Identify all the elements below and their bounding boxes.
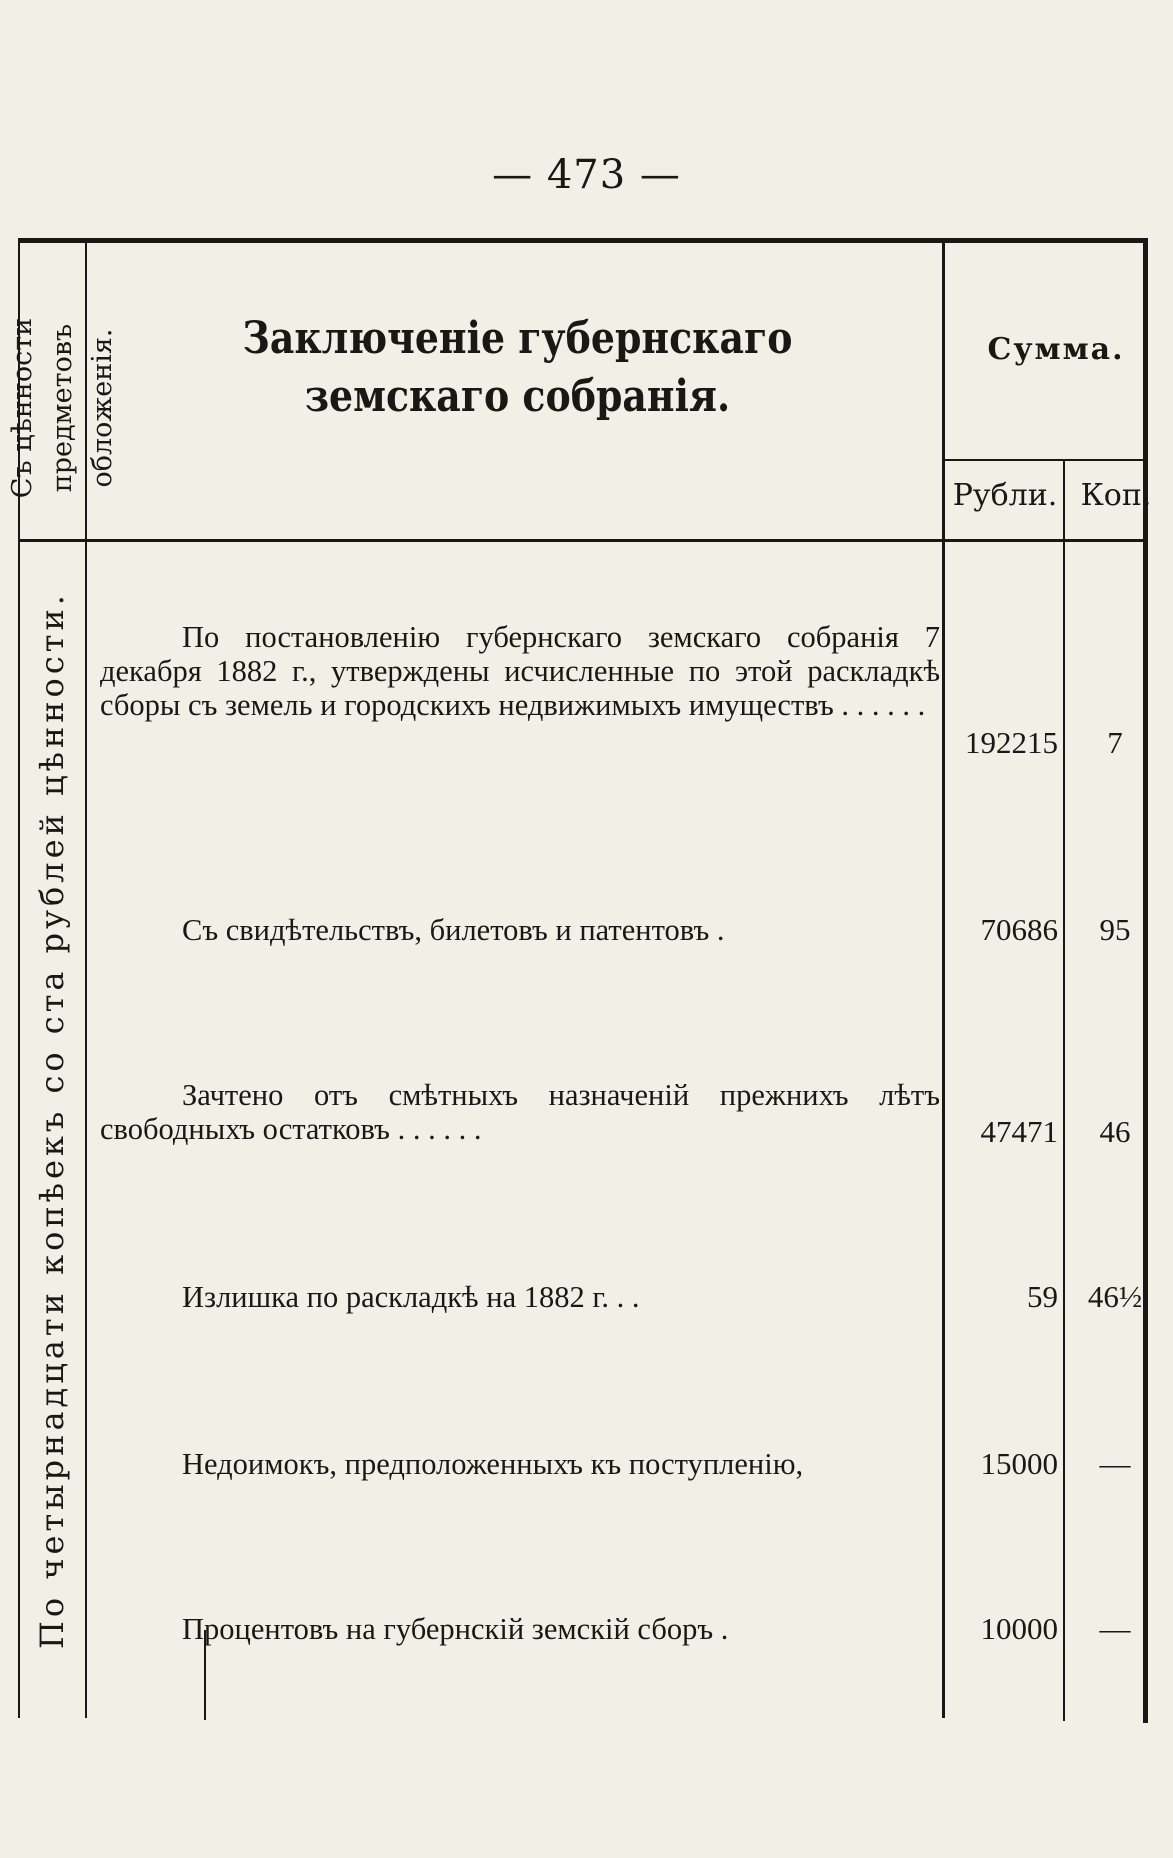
header-left-column: Съ цѣнности предметовъ обложенія. [7,317,118,499]
entry-5-text: Недоимокъ, предположенныхъ къ поступленію, [182,1447,804,1481]
entry-3-rubles: 47471 [980,1114,1058,1149]
side-note: По четырнадцати копѣекъ со ста рублей цѣнности. [33,591,71,1649]
text-col-right-rule [942,238,945,1718]
entry-4-rubles: 59 [1027,1279,1058,1314]
page-number: — 473 — [492,152,681,198]
header-bottom-rule [18,539,1148,542]
page-title: Заключеніе губернскаго земскаго собранія. [242,313,793,422]
rub-kop-rule [1063,459,1065,1721]
entry-4-kopecks: 46½ [1087,1279,1143,1314]
entry-1-rubles: 192215 [965,725,1058,760]
entry-2-text: Съ свидѣтельствъ, билетовъ и патентовъ . [182,913,725,947]
entry-6-kopecks: — [1099,1611,1131,1646]
entry-5-kopecks: — [1099,1446,1131,1481]
entry-2-rubles: 70686 [980,912,1058,947]
sum-divider-rule [945,459,1145,461]
kopecks-header: Коп. [1080,478,1152,513]
entry-6-rubles: 10000 [980,1611,1058,1646]
table-top-rule [18,238,1148,243]
entry-3-kopecks: 46 [1099,1114,1131,1149]
entry-6-text: Процентовъ на губернскій земскій сборъ . [182,1612,729,1646]
table-right-rule [1143,238,1148,1723]
entry-3-text: Зачтено отъ смѣтныхъ назначеній прежнихъ лѣтъ свободныхъ остатковъ . . . . . . [100,1078,940,1146]
entry-1-text: По постановленію губернскаго земскаго собранія 7 декабря 1882 г., утверждены исчисленные по этой раскладкѣ сборы съ земель и городскихъ недвижимыхъ имуществъ . . . . . . [100,620,940,722]
entry-2-kopecks: 95 [1099,912,1131,947]
rubles-header: Рубли. [952,478,1058,513]
entry-5-rubles: 15000 [980,1446,1058,1481]
sum-header: Сумма. [987,332,1125,367]
entry-1-kopecks: 7 [1107,725,1123,760]
entry-4-text: Излишка по раскладкѣ на 1882 г. . . [182,1280,640,1314]
